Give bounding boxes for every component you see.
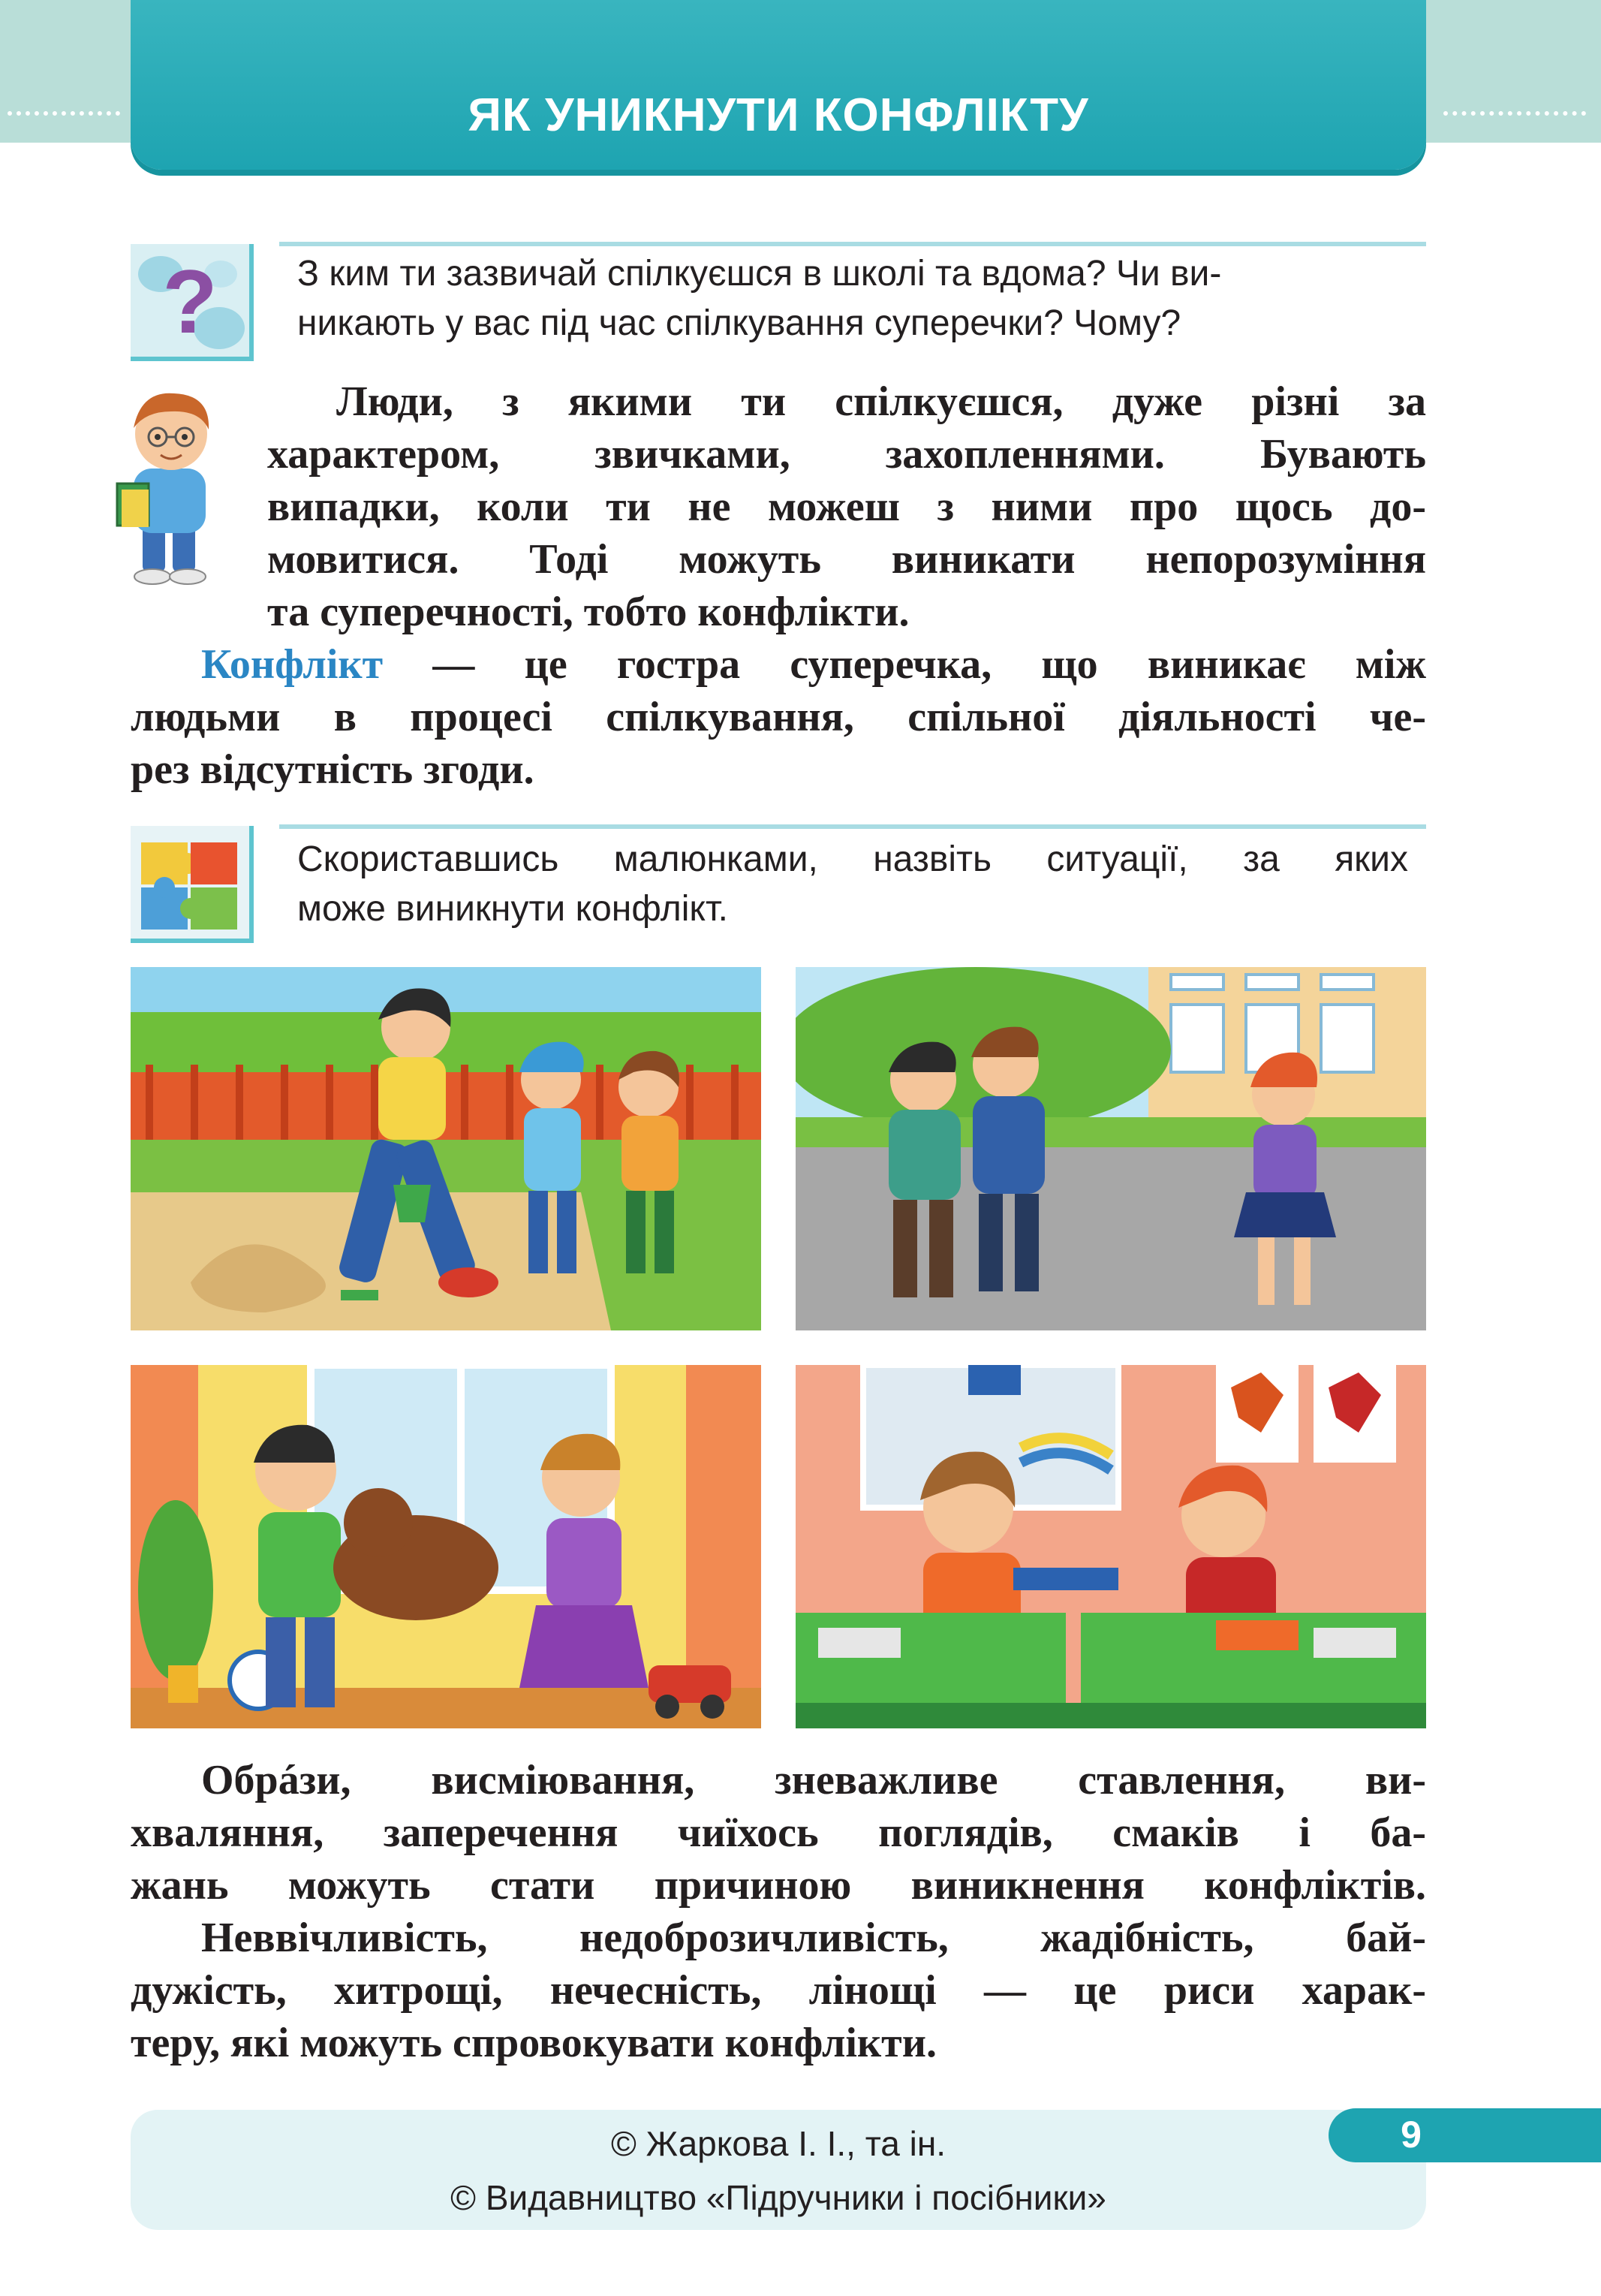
intro-line: випадки, коли ти не можеш з ними про щось до- <box>267 484 1426 530</box>
causes-line: жань можуть стати причиною виникнення конфліктів. <box>131 1862 1426 1909</box>
definition-line: людьми в процесі спілкування, спільної діяльності че- <box>131 694 1426 740</box>
intro-paragraph-rest <box>267 428 1426 638</box>
question-line: З ким ти зазвичай спілкуєшся в школі та вдома? Чи ви- <box>297 254 1222 294</box>
intro-line: та суперечності, тобто конфлікти. <box>267 589 910 635</box>
sandbox-conflict-illustration <box>131 967 761 1330</box>
task-rule <box>279 824 1426 829</box>
footer-copyright-publisher: © Видавництво «Підручники і посібники» <box>450 2178 1106 2217</box>
definition-first-line-rest: — це гостра суперечка, що виникає між <box>383 641 1426 688</box>
definition-first-line <box>131 638 1426 691</box>
traits-line: теру, які можуть спровокувати конфлікти. <box>131 2020 937 2066</box>
definition-line: рез відсутність згоди. <box>131 746 534 793</box>
header-tab <box>131 0 1426 170</box>
schoolyard-mocking-illustration <box>796 967 1426 1330</box>
question-text <box>297 249 1408 348</box>
header-side-band-left <box>0 0 150 143</box>
traits-line: дужість, хитрощі, нечесність, лінощі — це риси харак- <box>131 1967 1426 2014</box>
svg-text:?: ? <box>162 252 218 352</box>
task-line: може виникнути конфлікт. <box>297 889 728 929</box>
page-number-tab <box>1329 2108 1601 2162</box>
header-dots-left <box>8 111 120 116</box>
question-line: никають у вас під час спілкування суперечки? Чому? <box>297 303 1181 343</box>
causes-line: хваляння, заперечення чиїхось поглядів, смаків і ба- <box>131 1809 1426 1856</box>
causes-paragraph <box>131 1754 1426 1912</box>
classroom-book-tug-illustration <box>796 1365 1426 1728</box>
task-text <box>297 835 1408 934</box>
header-dots-right <box>1443 111 1586 116</box>
intro-line: характером, звичками, захопленнями. Бувають <box>267 431 1426 478</box>
page-title: ЯК УНИКНУТИ КОНФЛІКТУ <box>468 89 1089 141</box>
intro-line: Люди, з якими ти спілкуєшся, дуже різні за <box>336 378 1426 425</box>
puzzle-icon <box>131 826 254 943</box>
toy-tug-illustration <box>131 1365 761 1728</box>
footer-copyright-authors: © Жаркова І. І., та ін. <box>610 2124 946 2163</box>
definition-term: Конфлікт <box>201 641 384 688</box>
page-number: 9 <box>1401 2114 1422 2156</box>
traits-line: Неввічливість, недоброзичливість, жадібність, бай- <box>201 1915 1426 1961</box>
intro-paragraph <box>267 375 1426 428</box>
header-side-band-right <box>1421 0 1601 143</box>
intro-line: мовитися. Тоді можуть виникати непорозуміння <box>267 536 1426 583</box>
question-rule <box>279 242 1426 246</box>
traits-paragraph <box>131 1912 1426 2069</box>
definition-paragraph <box>131 638 1426 796</box>
boy-with-books-illustration <box>111 380 231 590</box>
question-icon <box>131 244 254 361</box>
causes-line: Обрáзи, висміювання, зневажливе ставлення, ви- <box>201 1757 1426 1803</box>
task-line: Скориставшись малюнками, назвіть ситуації, за яких <box>297 839 1408 879</box>
